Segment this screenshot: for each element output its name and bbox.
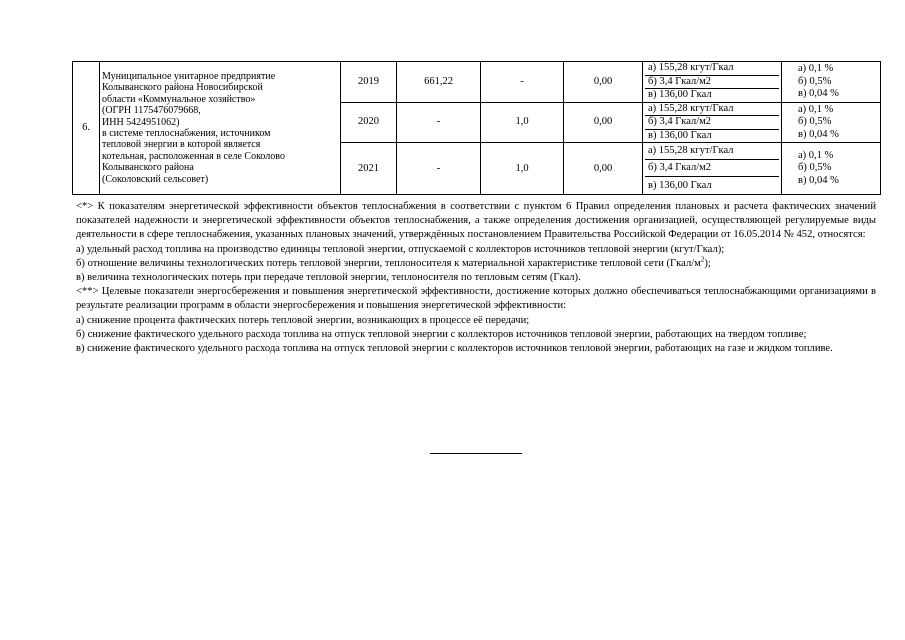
org-line: (Соколовский сельсовет) [102, 173, 209, 185]
year-cell: 2021 [341, 143, 397, 195]
closing-rule [430, 453, 522, 454]
value-cell: 0,00 [564, 62, 643, 103]
target-item-c: в) снижение фактического удельного расхода топлива на отпуск тепловой энергии с коллекторов источников тепловой энергии, работающих на газе и жидком топливе. [76, 343, 833, 355]
value-cell: 0,00 [564, 102, 643, 143]
footnote-item-b-text: б) отношение величины технологических потерь тепловой энергии, теплоносителя к материальной характеристике тепловой сети (Гкал/м [76, 257, 701, 269]
indicator-b: б) 3,4 Гкал/м2 [645, 160, 779, 177]
indicator-a: а) 155,28 кгут/Гкал [645, 143, 779, 160]
value-cell: 0,00 [564, 143, 643, 195]
org-line: Колыванского района Новосибирской [102, 82, 263, 94]
value-cell: - [397, 102, 481, 143]
value-cell: 1,0 [481, 143, 564, 195]
footnote-item-b [76, 257, 876, 271]
year-cell: 2019 [341, 62, 397, 103]
indicator-a: а) 155,28 кгут/Гкал [645, 103, 779, 117]
value-cell: - [481, 62, 564, 103]
value-cell: - [397, 143, 481, 195]
targets-cell [782, 102, 881, 143]
superscript: 2 [700, 255, 705, 264]
indicators-cell [643, 102, 782, 143]
org-line: тепловой энергии в которой является [102, 139, 261, 151]
target-a: а) 0,1 % [798, 103, 834, 115]
footnote-item-c: в) величина технологических потерь при передаче тепловой энергии, теплоносителя по тепловым сетям (Гкал). [76, 272, 581, 284]
org-line: в системе теплоснабжения, источником [102, 128, 271, 139]
footnote-star: <*> К показателям энергетической эффективности объектов теплоснабжения в соответствии с пунктом 6 Правил определения плановых и расчета фактических значений показателей надежности и энергетической эффективности объектов теплоснабжения, а также определения достижения организацией, осуществляющей регулируемые виды деятельности в сфере теплоснабжения, указанных плановых значений, утверждённых постановлением Правительства Российской Федерации от 16.05.2014 № 452, относятся: [76, 201, 876, 241]
org-line: котельная, расположенная в селе Соколово [102, 150, 285, 162]
target-c: в) 0,04 % [798, 174, 839, 186]
target-c: в) 0,04 % [798, 128, 839, 140]
row-number: 6. [73, 62, 100, 195]
footnotes [76, 200, 876, 356]
indicator-c: в) 136,00 Гкал [648, 129, 712, 141]
org-line: области «Коммунальное хозяйство» [102, 93, 256, 105]
year-cell: 2020 [341, 102, 397, 143]
target-b: б) 0,5% [798, 75, 832, 87]
indicators-cell [643, 62, 782, 103]
target-item-b: б) снижение фактического удельного расхода топлива на отпуск тепловой энергии с коллекторов источников тепловой энергии, работающих на твердом топливе; [76, 328, 807, 340]
indicators-cell [643, 143, 782, 195]
target-item-a: а) снижение процента фактических потерь тепловой энергии, возникающих в процессе её передачи; [76, 314, 530, 326]
org-line: ИНН 5424951062) [102, 116, 180, 128]
indicators-table [72, 61, 881, 195]
target-c: в) 0,04 % [798, 88, 839, 99]
footnote-item-a: а) удельный расход топлива на производство единицы тепловой энергии, отпускаемой с коллекторов источников тепловой энергии (кгут/Гкал); [76, 243, 725, 255]
indicator-a: а) 155,28 кгут/Гкал [645, 62, 779, 76]
target-a: а) 0,1 % [798, 63, 834, 74]
indicator-c: в) 136,00 Гкал [648, 180, 712, 191]
value-cell: 661,22 [397, 62, 481, 103]
indicator-b: б) 3,4 Гкал/м2 [645, 76, 779, 90]
indicator-c: в) 136,00 Гкал [648, 89, 712, 100]
targets-cell [782, 62, 881, 103]
footnote-double-star: <**> Целевые показатели энергосбережения и повышения энергетической эффективности, достижение которых должно обеспечиваться теплоснабжающими организациями в результате реализации программ в области энергосбережения и повышения энергетической эффективности: [76, 286, 876, 312]
indicator-b: б) 3,4 Гкал/м2 [645, 116, 779, 130]
organization-description [100, 62, 341, 195]
targets-cell [782, 143, 881, 195]
org-line: Муниципальное унитарное предприятие [102, 70, 276, 82]
org-line: (ОГРН 1175476079668, [102, 105, 201, 117]
target-b: б) 0,5% [798, 116, 832, 127]
org-line: Колыванского района [102, 162, 194, 174]
target-a: а) 0,1 % [798, 149, 834, 161]
value-cell: 1,0 [481, 102, 564, 143]
footnote-item-b-end: ); [704, 257, 711, 269]
target-b: б) 0,5% [798, 162, 832, 174]
